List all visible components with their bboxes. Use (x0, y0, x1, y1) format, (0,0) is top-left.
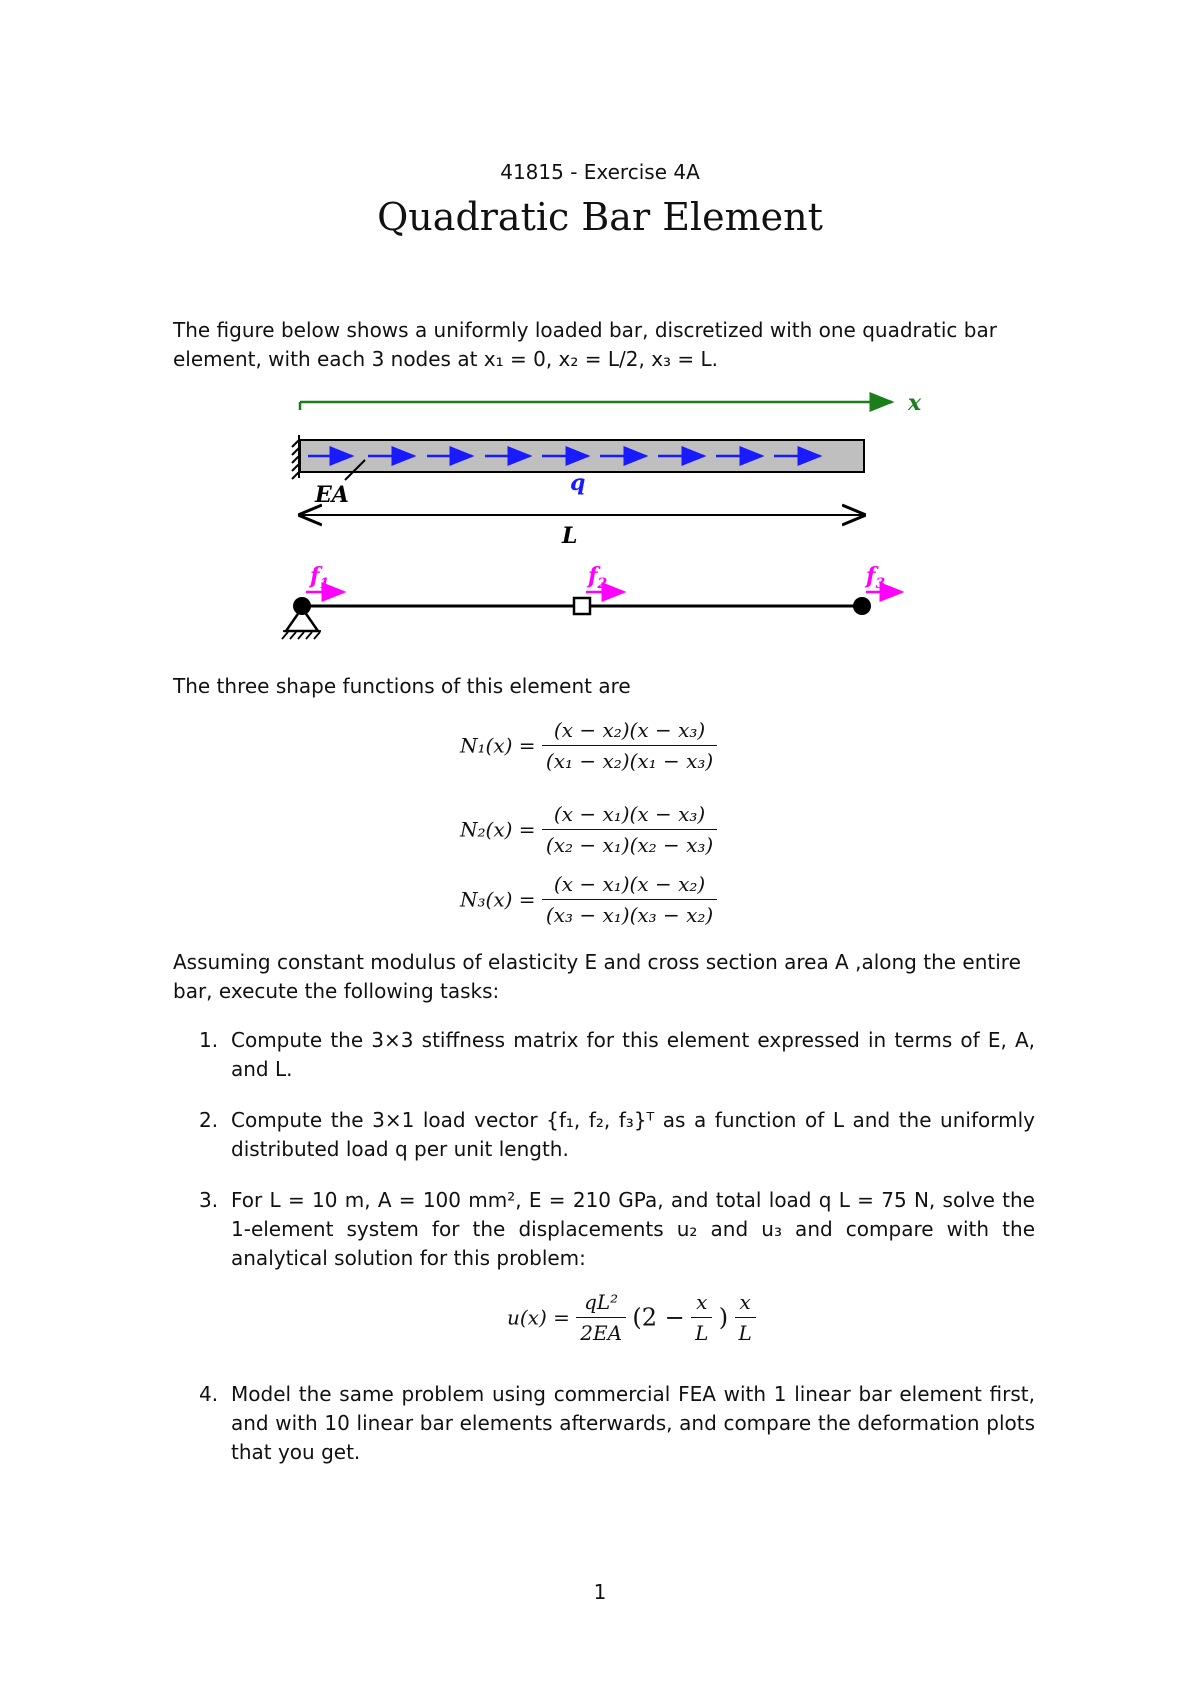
page-number: 1 (593, 1580, 607, 1604)
fixed-wall (292, 435, 299, 479)
node-2 (574, 598, 590, 614)
equation-n3: N₃(x) = $\frac{\text{(x − x₁)(x − x₂)}}{\text{(x₃ − x₁)(x₃ − x₂)}}$ (460, 872, 717, 927)
page-title: Quadratic Bar Element (377, 195, 823, 239)
load-label: q (570, 470, 586, 496)
equation-n1: N₁(x) = $\frac{\text{(x − x₂)(x − x₃)}}{\text{(x₁ − x₂)(x₁ − x₃)}}$ (460, 718, 717, 773)
intro-line-2: element, with each 3 nodes at x₁ = 0, x₂ = L/2, x₃ = L. (173, 347, 719, 371)
shape-intro: The three shape functions of this element are (173, 674, 631, 698)
x-axis-label: x (908, 390, 922, 416)
node-3 (853, 597, 871, 615)
assume-line-2: bar, execute the following tasks: (173, 979, 500, 1003)
ea-label: EA (315, 482, 349, 508)
force-label-2: $f_2$ (588, 563, 608, 592)
course-header: 41815 - Exercise 4A (500, 160, 700, 184)
intro-line-1: The figure below shows a uniformly loaded bar, discretized with one quadratic bar (173, 318, 997, 342)
analytical-solution: u(x) = $\frac{\text{qL²}}{2EA}$ (2 − $\frac{x}{L}$ ) $\frac{x}{L}$ (507, 1290, 756, 1345)
equation-n2: N₂(x) = $\frac{\text{(x − x₁)(x − x₃)}}{\text{(x₂ − x₁)(x₂ − x₃)}}$ (460, 802, 717, 857)
bar-figure (0, 380, 1200, 650)
assume-line-1: Assuming constant modulus of elasticity E and cross section area A ,along the entire (173, 950, 1021, 974)
x-axis-arrow (300, 402, 892, 410)
force-label-1: $f_1$ (310, 563, 330, 592)
length-label: L (562, 523, 578, 549)
force-label-3: $f_3$ (866, 563, 886, 592)
